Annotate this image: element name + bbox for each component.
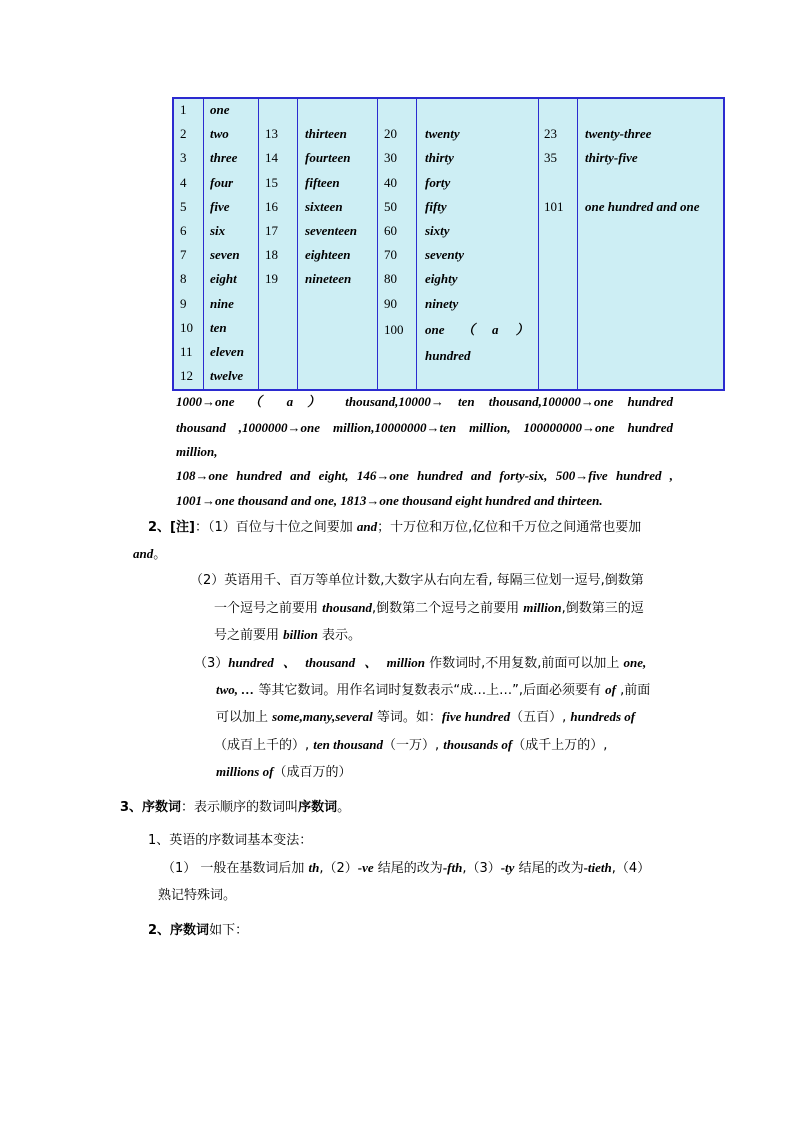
cell-number: 6: [180, 223, 187, 238]
note-p3-line4: [214, 736, 607, 755]
cell-number: 30: [384, 150, 397, 166]
rule-text: （1） 一般在基数词后加: [162, 861, 309, 876]
note-text: 等其它数词。用作名词时复数表示“成…上…”,后面必须要有: [254, 683, 606, 698]
cell-word: one hundred and one: [585, 198, 700, 214]
heading-bold: 序数词: [298, 800, 338, 815]
cell-word: fifty: [425, 198, 447, 214]
note-text: ,倒数第三的逗: [561, 601, 644, 616]
cell-word: one: [210, 102, 230, 117]
cell-word: one （ a ）: [425, 321, 529, 337]
note-keyword: some,many,several: [272, 709, 373, 724]
cell-number: 13: [265, 126, 278, 142]
cell-number: 2: [180, 126, 187, 142]
example-line-2: thousand ,1000000→one million,10000000→ten million, 100000000→one hundred: [176, 420, 673, 435]
table-divider: [577, 99, 578, 389]
cell-number: 101: [544, 198, 564, 214]
table-divider: [538, 99, 539, 389]
sub2-bold: 序数词: [170, 923, 210, 938]
cell-word: eighteen: [305, 247, 351, 263]
ordinal-rule-line1: [162, 859, 650, 878]
cell-word: ten: [210, 319, 227, 335]
note-label: 2、[注]: [148, 520, 195, 535]
ordinal-heading: [120, 799, 350, 817]
cell-word: three: [210, 150, 238, 166]
note-keyword: one,: [623, 655, 647, 670]
cell-word: twelve: [210, 368, 244, 384]
note-text: （3）: [194, 656, 229, 671]
note-text: （五百）,: [510, 710, 571, 725]
sub2-text: 如下：: [209, 923, 249, 938]
table-divider: [258, 99, 259, 389]
cell-number: 90: [384, 295, 397, 311]
cell-number: 12: [180, 368, 193, 384]
note-keyword: billion: [283, 627, 318, 642]
note-keyword: millions of: [216, 764, 274, 779]
note-keyword: thousand: [322, 600, 373, 615]
cell-word: ninety: [425, 295, 459, 311]
cell-word: sixty: [425, 223, 450, 238]
cell-number: 3: [180, 150, 187, 166]
cell-number: 16: [265, 198, 278, 214]
note-keyword: and: [133, 546, 154, 561]
cell-word: thirteen: [305, 126, 347, 142]
example-line-5: 1001→one thousand and one, 1813→one thousand eight hundred and thirteen.: [176, 493, 603, 508]
note-text: ；十万位和万位,亿位和千万位之间通常也要加: [377, 520, 642, 535]
table-divider: [416, 99, 417, 389]
sub2-bold: 2、: [148, 923, 171, 938]
note-keyword: and: [356, 519, 378, 534]
note-keyword: hundreds of: [570, 709, 636, 724]
cell-number: 17: [265, 223, 278, 238]
cell-word: seven: [210, 247, 240, 263]
note-p3-line1: [194, 654, 646, 673]
note-p2-line1: （2）英语用千、百万等单位计数,大数字从右向左看, 每隔三位划一逗号,倒数第: [190, 573, 644, 588]
cell-word: five: [210, 198, 230, 214]
cell-number: 50: [384, 198, 397, 214]
example-line-3: million,: [176, 444, 218, 459]
note-p1-line2: [133, 545, 166, 564]
note-p2-line3: [214, 626, 361, 645]
note-keyword: of: [605, 682, 617, 697]
heading-text: ：表示顺序的数词叫: [181, 800, 299, 815]
cell-number: 80: [384, 271, 397, 287]
ordinal-sub2: [148, 922, 248, 940]
rule-text: ,（3）: [462, 861, 501, 876]
cell-number: 60: [384, 223, 397, 238]
note-text: ：（1）百位与十位之间要加: [194, 520, 357, 535]
cell-word: four: [210, 174, 234, 190]
cell-number: 11: [180, 344, 193, 359]
rule-text: 结尾的改为: [373, 861, 443, 876]
note-text: （一万）,: [383, 738, 444, 753]
rule-keyword: -tieth: [583, 860, 612, 875]
cell-number: 18: [265, 247, 278, 263]
cell-word: nine: [210, 295, 234, 311]
cell-number: 9: [180, 295, 187, 311]
cell-number: 20: [384, 126, 397, 142]
ordinal-sub1: 1、英语的序数词基本变法：: [148, 833, 313, 848]
ordinal-rule-line2: 熟记特殊词。: [158, 888, 237, 903]
cell-word: six: [210, 223, 226, 238]
cell-word: eleven: [210, 344, 244, 359]
cell-number: 23: [544, 126, 557, 142]
cell-word: seventy: [425, 247, 464, 263]
note-p3-line2: [216, 681, 650, 700]
rule-keyword: -ve: [357, 860, 374, 875]
cell-word: nineteen: [305, 271, 352, 287]
cell-word: eight: [210, 271, 237, 287]
number-table: [172, 97, 725, 391]
cell-number: 100: [384, 321, 404, 337]
note-text: 作数词时,不用复数,前面可以加上: [424, 656, 624, 671]
cell-number: 70: [384, 247, 397, 263]
cell-word: forty: [425, 174, 451, 190]
note-p1-line1: [148, 518, 641, 537]
note-text: （成千上万的）,: [512, 738, 608, 753]
heading-bold: 3、序数词: [120, 800, 182, 815]
cell-number: 14: [265, 150, 278, 166]
cell-number: 1: [180, 102, 187, 117]
note-p2-line2: [214, 599, 644, 618]
rule-text: 结尾的改为: [514, 861, 584, 876]
note-p3-line5: [216, 763, 351, 782]
cell-number: 40: [384, 174, 397, 190]
note-keyword: two, …: [216, 682, 255, 697]
note-p3-line3: [216, 708, 635, 727]
note-keyword: hundred 、 thousand 、 million: [228, 655, 425, 670]
rule-keyword: -ty: [500, 860, 515, 875]
rule-keyword: -fth: [442, 860, 463, 875]
note-text: ,前面: [616, 683, 651, 698]
note-keyword: thousands of: [443, 737, 513, 752]
example-line-4: 108→one hundred and eight, 146→one hundred and forty-six, 500→five hundred ,: [176, 468, 673, 483]
example-line-1: 1000→one （ a ） thousand,10000→ ten thousand,100000→one hundred: [176, 394, 673, 409]
note-keyword: ten thousand: [313, 737, 383, 752]
note-text: 等词。如：: [372, 710, 442, 725]
note-text: 可以加上: [216, 710, 273, 725]
heading-text: 。: [337, 800, 351, 815]
table-divider: [203, 99, 204, 389]
cell-number: 8: [180, 271, 187, 287]
note-text: 号之前要用: [214, 628, 284, 643]
rule-keyword: th: [308, 860, 320, 875]
table-divider: [297, 99, 298, 389]
note-text: （成百万的）: [273, 765, 352, 780]
note-text: （成百上千的）,: [214, 738, 314, 753]
note-keyword: five hundred: [441, 709, 511, 724]
cell-word: thirty-five: [585, 150, 638, 166]
cell-word: twenty-three: [585, 126, 652, 142]
note-text: ,倒数第二个逗号之前要用: [372, 601, 524, 616]
rule-text: ,（2）: [319, 861, 358, 876]
cell-word: twenty: [425, 126, 460, 142]
cell-number: 19: [265, 271, 278, 287]
cell-number: 10: [180, 319, 193, 335]
note-keyword: million: [523, 600, 562, 615]
cell-number: 4: [180, 174, 187, 190]
cell-word: sixteen: [305, 198, 343, 214]
cell-word: eighty: [425, 271, 458, 287]
note-text: 。: [153, 547, 167, 562]
cell-word: two: [210, 126, 229, 142]
cell-word: hundred: [425, 348, 471, 363]
cell-word: fourteen: [305, 150, 351, 166]
cell-number: 35: [544, 150, 557, 166]
note-text: 表示。: [317, 628, 361, 643]
cell-number: 15: [265, 174, 278, 190]
cell-word: thirty: [425, 150, 454, 166]
cell-number: 7: [180, 247, 187, 263]
note-text: 一个逗号之前要用: [214, 601, 323, 616]
cell-number: 5: [180, 198, 187, 214]
cell-word: fifteen: [305, 174, 340, 190]
table-divider: [377, 99, 378, 389]
rule-text: ,（4）: [611, 861, 651, 876]
cell-word: seventeen: [305, 223, 357, 238]
